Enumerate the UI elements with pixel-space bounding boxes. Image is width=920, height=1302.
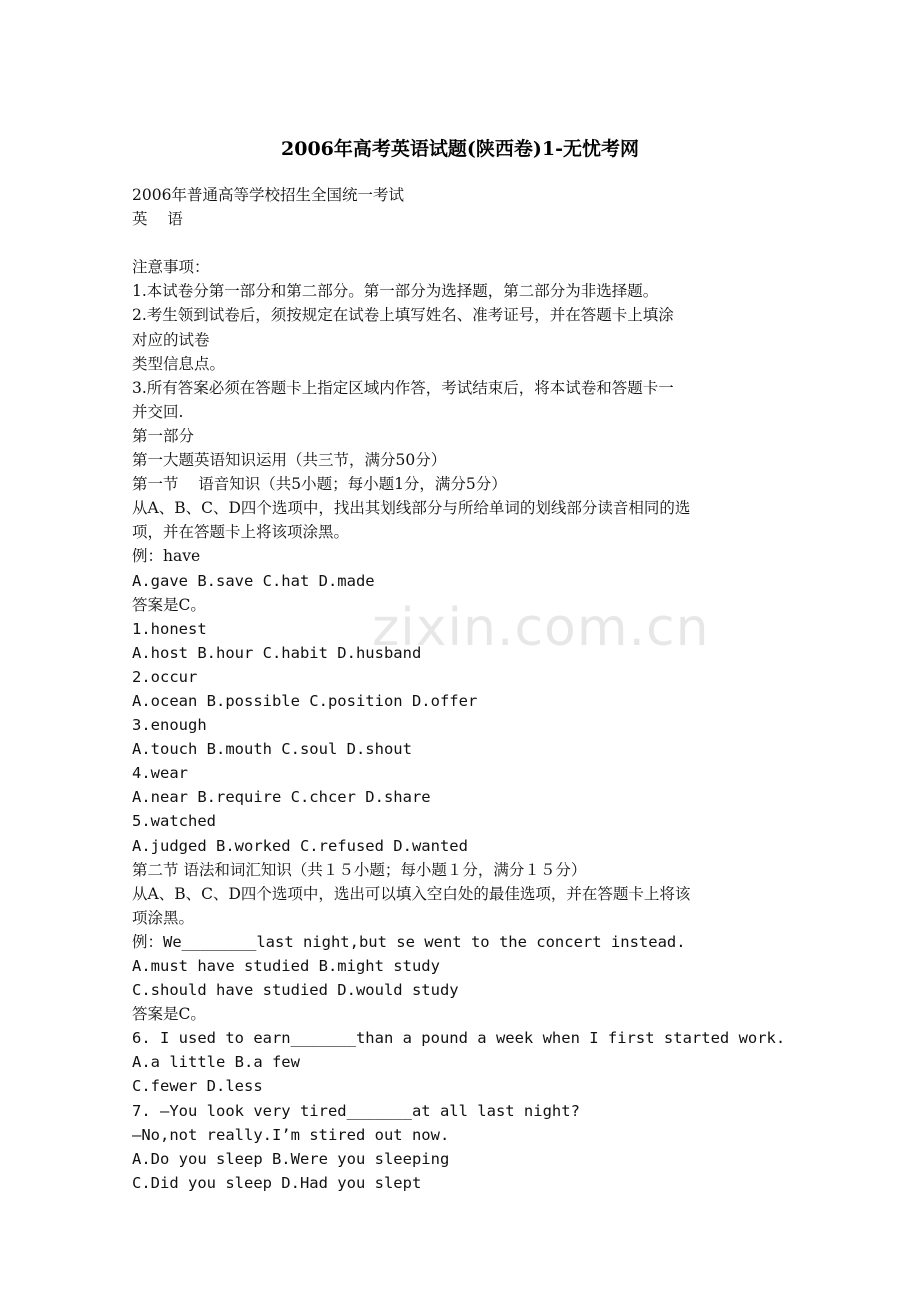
notice-item-continued: 并交回. <box>132 402 184 421</box>
notice-item: 3.所有答案必须在答题卡上指定区域内作答，考试结束后，将本试卷和答题卡一 <box>132 378 674 397</box>
example-question: 例：have <box>132 547 201 566</box>
subsection-heading: 第一节 语音知识（共5小题；每小题1分，满分5分） <box>132 475 507 494</box>
notice-item: 2.考生领到试卷后，须按规定在试卷上填写姓名、准考证号，并在答题卡上填涂 <box>132 306 674 325</box>
question-options: A.ocean B.possible C.position D.offer <box>132 691 478 710</box>
subject-label: 英 语 <box>132 210 183 229</box>
question-text: 7. —You look very tired_______at all last night? <box>132 1101 580 1120</box>
example-options: C.should have studied D.would study <box>132 981 459 1000</box>
question-options: C.fewer D.less <box>132 1077 263 1096</box>
example-question: 例：We________last night,but se went to the concert instead. <box>132 932 686 951</box>
question-options: A.judged B.worked C.refused D.wanted <box>132 836 468 855</box>
notice-heading: 注意事项： <box>132 258 210 277</box>
question-word: 3.enough <box>132 716 207 735</box>
question-word: 1.honest <box>132 619 207 638</box>
example-answer: 答案是C。 <box>132 1005 206 1024</box>
question-options: A.host B.hour C.habit D.husband <box>132 643 422 662</box>
subsection-heading: 第二节 语法和词汇知识（共１５小题；每小题１分，满分１５分） <box>132 860 587 879</box>
question-options: A.a little B.a few <box>132 1053 300 1072</box>
notice-item-continued: 对应的试卷 <box>132 330 210 349</box>
example-options: A.must have studied B.might study <box>132 957 440 975</box>
question-text: —No,not really.I’m stired out now. <box>132 1125 450 1144</box>
question-word: 5.watched <box>132 812 216 831</box>
question-text: 6. I used to earn_______than a pound a week when I first started work. <box>132 1029 786 1048</box>
section-heading: 第一大题英语知识运用（共三节，满分50分） <box>132 451 447 470</box>
instruction-text: 从A、B、C、D四个选项中，找出其划线部分与所给单词的划线部分读音相同的选 <box>132 499 691 518</box>
question-word: 2.occur <box>132 667 198 686</box>
example-options: A.gave B.save C.hat D.made <box>132 571 375 590</box>
question-options: A.touch B.mouth C.soul D.shout <box>132 740 412 759</box>
document-title: 2006年高考英语试题(陕西卷)1-无忧考网 <box>281 138 639 160</box>
part-heading: 第一部分 <box>132 426 195 445</box>
blank-line <box>132 231 787 255</box>
exam-heading: 2006年普通高等学校招生全国统一考试 <box>132 186 404 204</box>
question-options: A.Do you sleep B.Were you sleeping <box>132 1149 450 1168</box>
notice-item: 1.本试卷分第一部分和第二部分。第一部分为选择题，第二部分为非选择题。 <box>132 282 659 301</box>
document-body <box>132 183 787 1195</box>
instruction-text: 项涂黑。 <box>132 908 195 927</box>
question-options: A.near B.require C.chcer D.share <box>132 788 431 807</box>
watermark: zixin.com.cn <box>372 598 710 658</box>
notice-item-continued: 类型信息点。 <box>132 354 226 373</box>
question-word: 4.wear <box>132 764 188 783</box>
instruction-text: 项，并在答题卡上将该项涂黑。 <box>132 523 350 542</box>
question-options: C.Did you sleep D.Had you slept <box>132 1173 422 1192</box>
example-answer: 答案是C。 <box>132 595 206 614</box>
instruction-text: 从A、B、C、D四个选项中，选出可以填入空白处的最佳选项，并在答题卡上将该 <box>132 884 691 903</box>
